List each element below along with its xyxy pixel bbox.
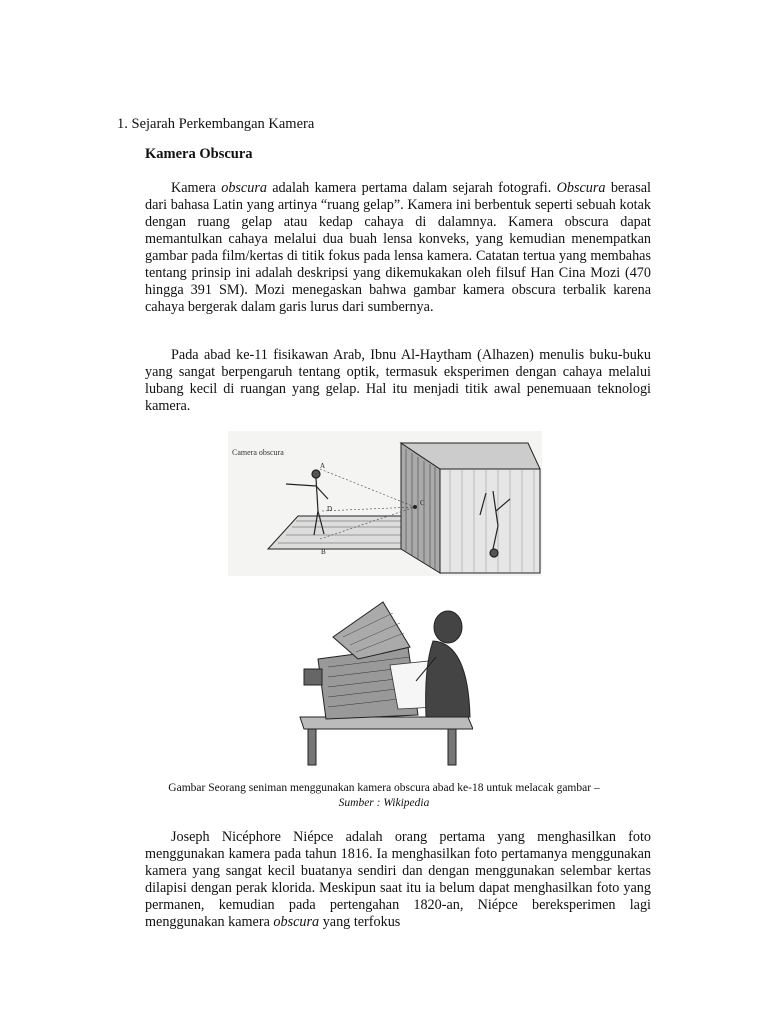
paragraph-alhazen — [145, 347, 651, 415]
text-run: Pada abad ke-11 fisikawan Arab, Ibnu Al-Haytham (Alhazen) menulis buku-buku yang sangat berpengaruh tentang optik, termasuk eksperimen dengan cahaya melalui lubang kecil di ruangan yang gelap. Hal itu menjadi titik awal penemuaan teknologi kamera. — [145, 347, 651, 414]
point-label-b: B — [321, 548, 326, 556]
camera-obscura-room-illustration — [228, 431, 542, 576]
caption-source: Sumber : Wikipedia — [338, 797, 430, 809]
paragraph-niepce — [145, 829, 651, 931]
text-run: adalah kamera pertama dalam sejarah fotografi. — [266, 180, 557, 196]
figure-label: Camera obscura — [232, 448, 284, 457]
point-label-c: C — [420, 499, 425, 507]
point-label-d: D — [327, 505, 333, 513]
italic-term: Obscura — [556, 180, 606, 196]
italic-term: obscura — [221, 180, 267, 196]
italic-term: obscura — [273, 914, 320, 930]
camera-obscura-room-drawing — [228, 431, 542, 576]
paragraph-kamera-obscura — [145, 180, 651, 316]
text-run: berasal dari bahasa Latin yang artinya “ruang gelap”. Kamera ini berbentuk seperti sebuah kotak dengan ruang gelap atau kedap cahaya di dalamnya. Kamera obscura dapat memantulkan cahaya melalui dua buah lensa konveks, yang kemudian menempatkan gambar pada film/kertas di titik fokus pada lensa kamera. Catatan tertua yang membahas tentang prinsip ini adalah deskripsi yang dikemukakan oleh filsuf Han Cina Mozi (470 hingga 391 SM). Mozi menegaskan bahwa gambar kamera obscura terbalik karena cahaya bergerak dalam garis lurus dari sumbernya. — [145, 180, 651, 315]
figure-caption — [100, 781, 668, 811]
point-label-a: A — [320, 462, 326, 470]
section-heading: 1. Sejarah Perkembangan Kamera — [117, 116, 315, 132]
text-run: Joseph Nicéphore Niépce adalah orang pertama yang menghasilkan foto menggunakan kamera pada tahun 1816. Ia menghasilkan foto pertamanya menggunakan kamera yang sangat kecil buatanya sendiri dan dengan menggunakan selembar kertas dilapisi dengan perak klorida. Meskipun saat itu ia belum dapat menghasilkan foto yang permanen, kemudian pada pertengahan 1820-an, Niépce bereksperimen lagi menggunakan kamera — [145, 829, 651, 930]
artist-engraving-drawing — [298, 597, 473, 767]
artist-using-camera-obscura-illustration — [298, 597, 473, 767]
subsection-heading: Kamera Obscura — [145, 146, 253, 162]
caption-text: Gambar Seorang seniman menggunakan kamera obscura abad ke-18 untuk melacak gambar – — [168, 782, 600, 794]
text-run: Kamera — [171, 180, 222, 196]
text-run: yang terfokus — [319, 914, 401, 930]
